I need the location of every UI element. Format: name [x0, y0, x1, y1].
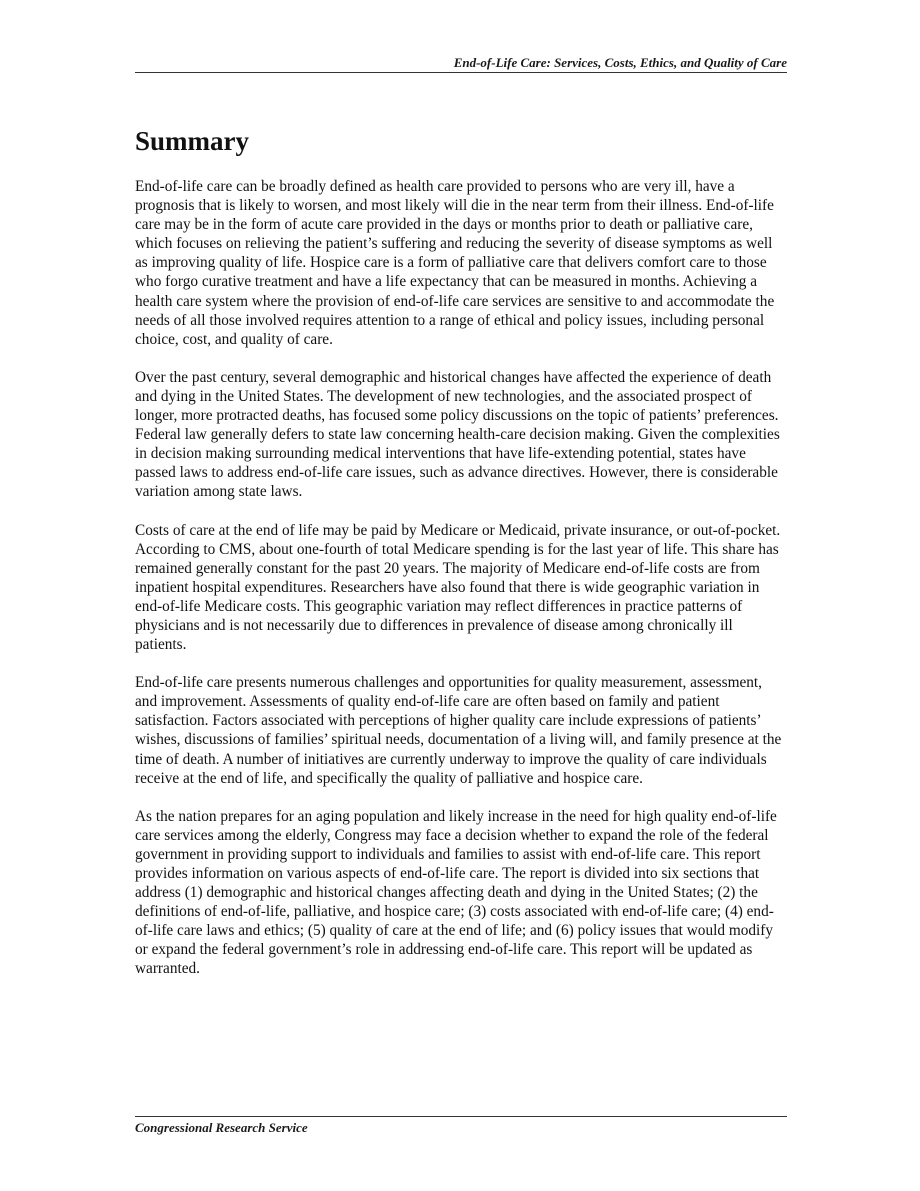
summary-paragraph-2: Over the past century, several demographic and historical changes have affected the experience of death and dying in the United States. The development of new technologies, and the associated prospect of longer, more protracted deaths, has focused some policy discussions on the topic of patients’ preferences. Federal law generally defers to state law concerning health-care decision making. Given the complexities in decision making surrounding medical interventions that have life-extending potential, states have passed laws to address end-of-life care issues, such as advance directives. However, there is considerable variation among state laws. [135, 368, 780, 501]
summary-body [135, 177, 787, 998]
summary-paragraph-1: End-of-life care can be broadly defined as health care provided to persons who are very ill, have a prognosis that is likely to worsen, and most likely will die in the near term from their illness. End-of-life care may be in the form of acute care provided in the days or months prior to death or palliative care, which focuses on relieving the patient’s suffering and reducing the severity of disease symptoms as well as improving quality of life. Hospice care is a form of palliative care that delivers comfort care to those who forgo curative treatment and have a life expectancy that can be measured in months. Achieving a health care system where the provision of end-of-life care services are sensitive to and accommodate the needs of all those involved requires attention to a range of ethical and policy issues, including personal choice, cost, and quality of care. [135, 178, 775, 348]
summary-paragraph-5: As the nation prepares for an aging population and likely increase in the need for high quality end-of-life care services among the elderly, Congress may face a decision whether to expand the role of the federal government in providing support to individuals and families to assist with end-of-life care. This report provides information on various aspects of end-of-life care. The report is divided into six sections that address (1) demographic and historical changes affecting death and dying in the United States; (2) the definitions of end-of-life, palliative, and hospice care; (3) costs associated with end-of-life care; (4) end-of-life care laws and ethics; (5) quality of care at the end of life; and (6) policy issues that would modify or expand the federal government’s role in addressing end-of-life care. This report will be updated as warranted. [135, 807, 777, 978]
running-header: End-of-Life Care: Services, Costs, Ethics, and Quality of Care [453, 55, 787, 70]
summary-paragraph-3: Costs of care at the end of life may be paid by Medicare or Medicaid, private insurance, or out-of-pocket. According to CMS, about one-fourth of total Medicare spending is for the last year of life. This share has remained generally constant for the past 20 years. The majority of Medicare end-of-life costs are from inpatient hospital expenditures. Researchers have also found that there is wide geographic variation in end-of-life Medicare costs. This geographic variation may reflect differences in practice patterns of physicians and is not necessarily due to differences in prevalence of disease among chronically ill patients. [135, 521, 781, 654]
summary-paragraph-4: End-of-life care presents numerous challenges and opportunities for quality measurement, assessment, and improvement. Assessments of quality end-of-life care are often based on family and patient satisfaction. Factors associated with perceptions of higher quality care include expressions of patients’ wishes, discussions of families’ spiritual needs, documentation of a living will, and family presence at the time of death. A number of initiatives are currently underway to improve the quality of care individuals receive at the end of life, and specifically the quality of palliative and hospice care. [135, 674, 782, 787]
running-footer: Congressional Research Service [135, 1120, 308, 1135]
header-divider [135, 72, 787, 73]
page-title: Summary [135, 126, 249, 156]
footer-divider [135, 1116, 787, 1117]
